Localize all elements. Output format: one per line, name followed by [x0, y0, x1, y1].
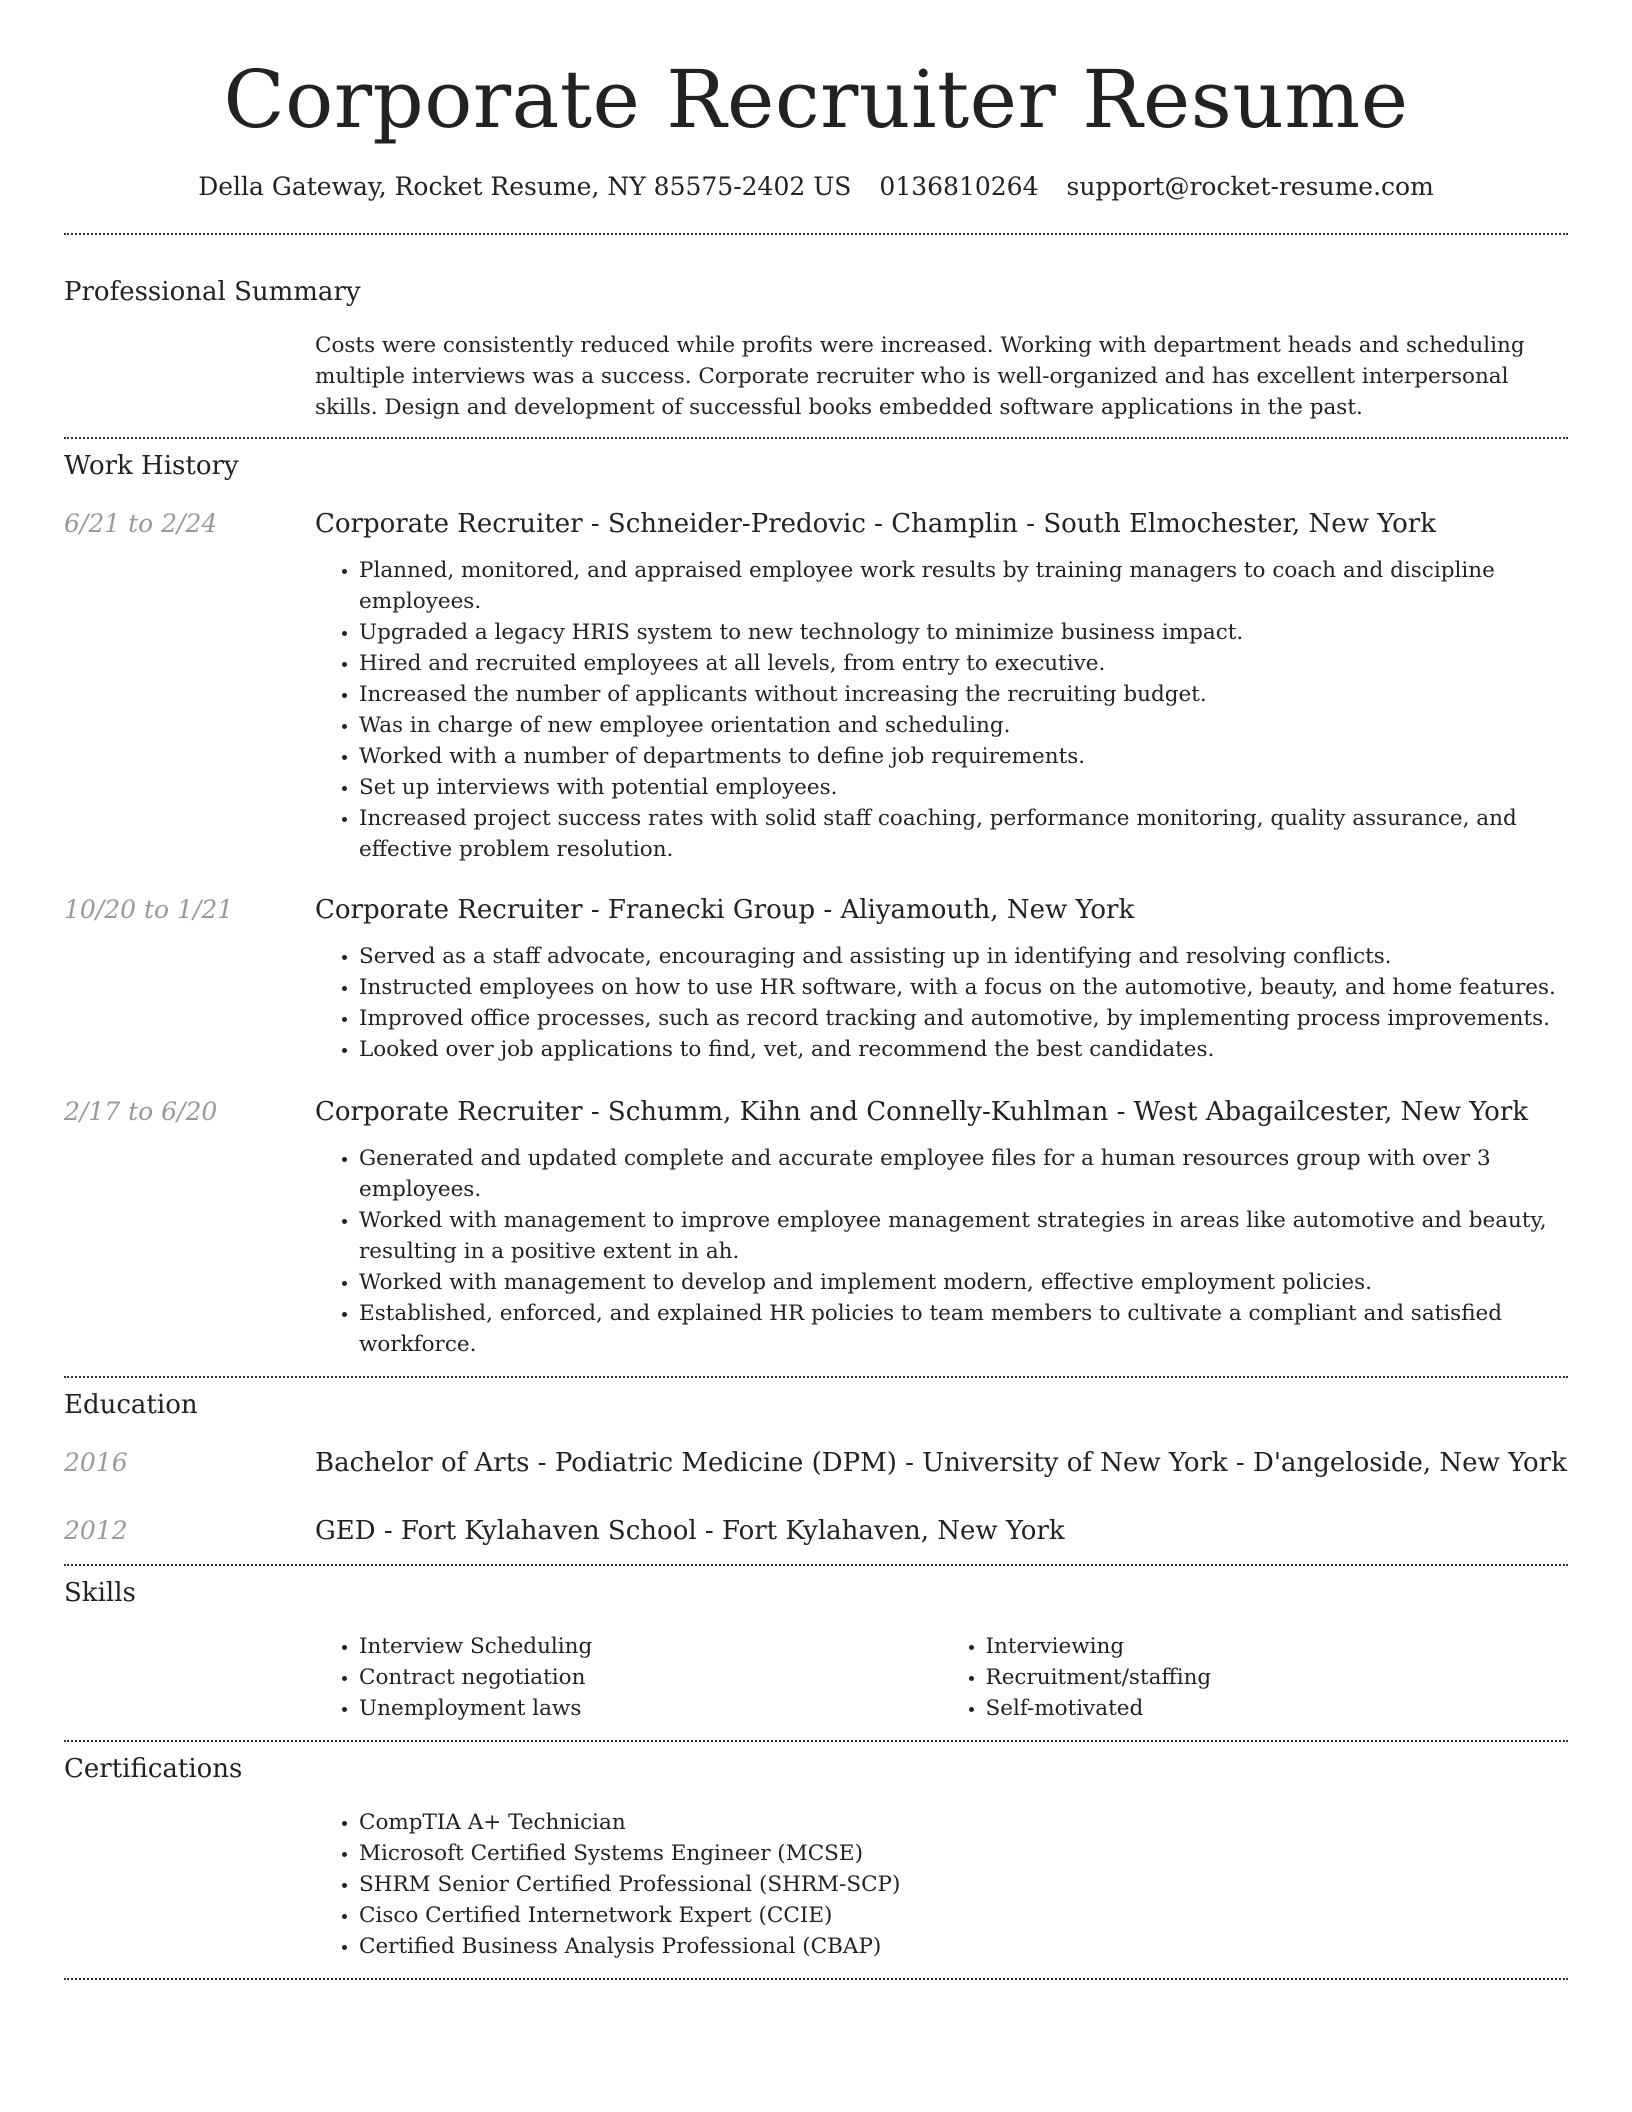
list-item: • Interviewing	[986, 1631, 1569, 1662]
summary-heading: Professional Summary	[64, 277, 361, 307]
certifications-section	[64, 1742, 1568, 1962]
education-title: Bachelor of Arts - Podiatric Medicine (DPM) - University of New York - D'angeloside, New York	[315, 1448, 1567, 1478]
work-heading: Work History	[64, 451, 239, 481]
list-item: • Unemployment laws	[359, 1693, 942, 1724]
skills-heading: Skills	[64, 1578, 136, 1608]
certifications-heading: Certifications	[64, 1754, 243, 1784]
summary-section	[64, 235, 1568, 423]
list-item: • Increased the number of applicants without increasing the recruiting budget.	[359, 679, 1568, 710]
summary-text: Costs were consistently reduced while profits were increased. Working with department heads and scheduling multiple interviews was a success. Corporate recruiter who is well-organized and has excellent interpersonal skills. Design and development of successful books embedded software applications in the past.	[315, 333, 1525, 420]
list-item: • Worked with management to improve employee management strategies in areas like automotive and beauty, resulting in a positive extent in ah.	[359, 1205, 1568, 1267]
list-item: • Was in charge of new employee orientation and scheduling.	[359, 710, 1568, 741]
list-item: • Looked over job applications to find, vet, and recommend the best candidates.	[359, 1034, 1568, 1065]
contact-email: support@rocket-resume.com	[1066, 172, 1434, 201]
education-date: 2012	[64, 1516, 128, 1545]
job-entry	[64, 507, 1568, 865]
job-date: 6/21 to 2/24	[64, 509, 218, 538]
list-item: • Contract negotiation	[359, 1662, 942, 1693]
list-item: • Instructed employees on how to use HR software, with a focus on the automotive, beauty, and home features.	[359, 972, 1568, 1003]
list-item: • Served as a staff advocate, encouraging and assisting up in identifying and resolving conflicts.	[359, 941, 1568, 972]
list-item: • Recruitment/staffing	[986, 1662, 1569, 1693]
job-entry	[64, 893, 1568, 1065]
list-item: • Hired and recruited employees at all levels, from entry to executive.	[359, 648, 1568, 679]
contact-address: Della Gateway, Rocket Resume, NY 85575-2402 US	[198, 172, 852, 201]
list-item: • Microsoft Certified Systems Engineer (MCSE)	[359, 1838, 1568, 1869]
job-entry	[64, 1095, 1568, 1360]
job-title: Corporate Recruiter - Schneider-Predovic - Champlin - South Elmochester, New York	[315, 509, 1436, 539]
list-item: • Generated and updated complete and accurate employee files for a human resources group with over 3 employees.	[359, 1143, 1568, 1205]
list-item: • Interview Scheduling	[359, 1631, 942, 1662]
education-section	[64, 1378, 1568, 1548]
contact-line	[64, 170, 1568, 204]
job-date: 2/17 to 6/20	[64, 1097, 218, 1126]
list-item: • Increased project success rates with solid staff coaching, performance monitoring, quality assurance, and effective problem resolution.	[359, 803, 1568, 865]
education-title: GED - Fort Kylahaven School - Fort Kylahaven, New York	[315, 1516, 1065, 1546]
contact-phone: 0136810264	[879, 172, 1039, 201]
work-section	[64, 439, 1568, 1360]
divider	[64, 1978, 1568, 1980]
list-item: • Self-motivated	[986, 1693, 1569, 1724]
list-item: • Worked with a number of departments to define job requirements.	[359, 741, 1568, 772]
resume-page	[64, 0, 1568, 1980]
list-item: • Worked with management to develop and implement modern, effective employment policies.	[359, 1267, 1568, 1298]
education-entry	[64, 1514, 1568, 1548]
job-bullets	[315, 941, 1568, 1065]
list-item: • Improved office processes, such as record tracking and automotive, by implementing process improvements.	[359, 1003, 1568, 1034]
skills-column-2	[942, 1631, 1569, 1724]
job-title: Corporate Recruiter - Schumm, Kihn and Connelly-Kuhlman - West Abagailcester, New York	[315, 1097, 1529, 1127]
list-item: • Set up interviews with potential employees.	[359, 772, 1568, 803]
job-title: Corporate Recruiter - Franecki Group - Aliyamouth, New York	[315, 895, 1135, 925]
resume-title: Corporate Recruiter Resume	[223, 53, 1409, 146]
job-bullets	[315, 555, 1568, 865]
education-heading: Education	[64, 1390, 198, 1420]
job-date: 10/20 to 1/21	[64, 895, 234, 924]
list-item: • Established, enforced, and explained HR policies to team members to cultivate a compliant and satisfied workforce.	[359, 1298, 1568, 1360]
job-bullets	[315, 1143, 1568, 1360]
list-item: • Upgraded a legacy HRIS system to new technology to minimize business impact.	[359, 617, 1568, 648]
list-item: • Certified Business Analysis Professional (CBAP)	[359, 1931, 1568, 1962]
education-entry	[64, 1446, 1568, 1480]
skills-column-1	[315, 1631, 942, 1724]
list-item: • SHRM Senior Certified Professional (SHRM-SCP)	[359, 1869, 1568, 1900]
list-item: • Planned, monitored, and appraised employee work results by training managers to coach and discipline employees.	[359, 555, 1568, 617]
skills-section	[64, 1566, 1568, 1724]
certifications-list	[315, 1807, 1568, 1962]
education-date: 2016	[64, 1448, 128, 1477]
list-item: • CompTIA A+ Technician	[359, 1807, 1568, 1838]
list-item: • Cisco Certified Internetwork Expert (CCIE)	[359, 1900, 1568, 1931]
